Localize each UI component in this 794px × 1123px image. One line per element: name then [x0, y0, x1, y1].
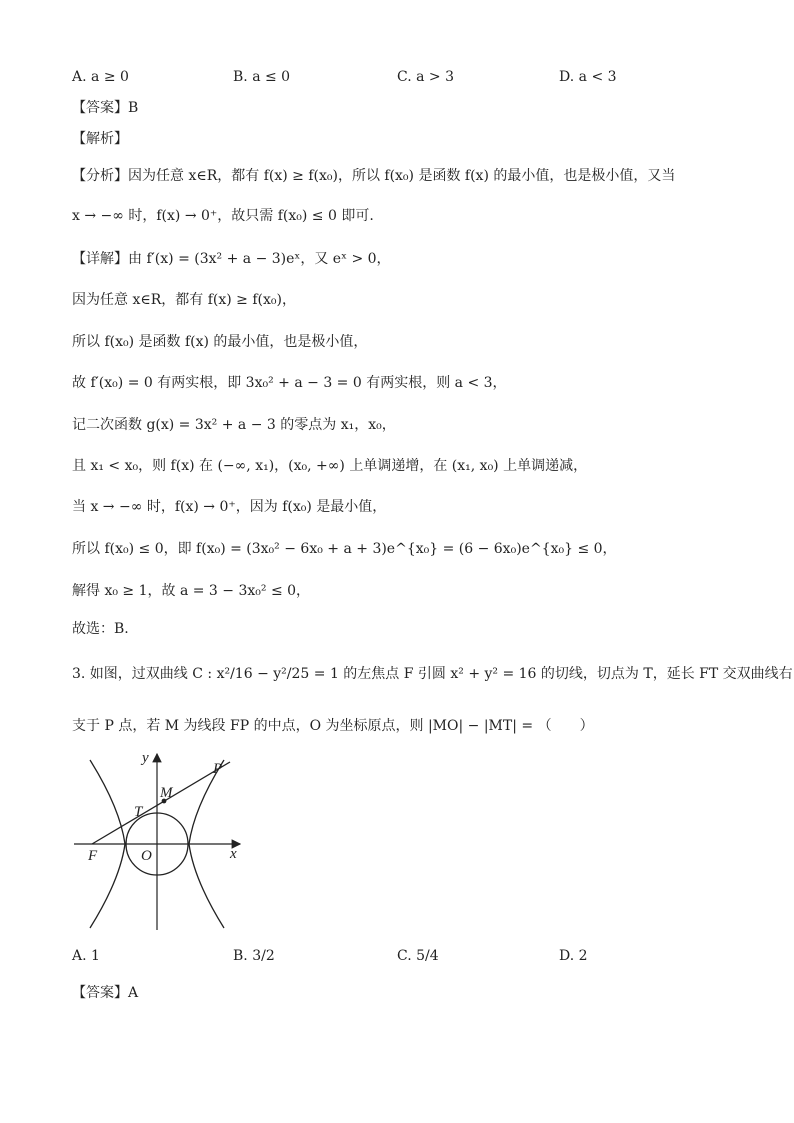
q2-line-11: 解得 x₀ ≥ 1，故 a = 3 − 3x₀² ≤ 0，: [72, 583, 311, 599]
q2-option-d: D. a < 3: [559, 69, 617, 85]
q2-line-10: 所以 f(x₀) ≤ 0，即 f(x₀) = (3x₀² − 6x₀ + a + 3)e^{x₀} = (6 − 6x₀)e^{x₀} ≤ 0，: [72, 541, 617, 557]
q3-option-b: B. 3/2: [233, 948, 275, 964]
q2-option-c: C. a > 3: [397, 69, 455, 85]
q3-option-c: C. 5/4: [397, 948, 439, 964]
label-f: F: [88, 848, 98, 864]
q2-line-5: 所以 f(x₀) 是函数 f(x) 的最小值，也是极小值，: [72, 334, 368, 350]
label-x: x: [230, 846, 237, 862]
q2-line-1: 【分析】因为任意 x∈R，都有 f(x) ≥ f(x₀)，所以 f(x₀) 是函数 f(x) 的最小值，也是极小值，又当: [72, 168, 676, 184]
q3-option-a: A. 1: [72, 948, 100, 964]
q2-line-2: x → −∞ 时，f(x) → 0⁺，故只需 f(x₀) ≤ 0 即可.: [72, 208, 374, 224]
hyperbola-figure: [70, 748, 250, 933]
q2-answer: 【答案】B: [72, 100, 139, 116]
q2-line-7: 记二次函数 g(x) = 3x² + a − 3 的零点为 x₁，x₀，: [72, 417, 396, 433]
label-m: M: [160, 785, 173, 801]
q2-line-3: 【详解】由 f′(x) = (3x² + a − 3)eˣ，又 eˣ > 0，: [72, 251, 391, 267]
q2-option-b: B. a ≤ 0: [233, 69, 291, 85]
q2-option-a: A. a ≥ 0: [72, 69, 129, 85]
q3-stem-line-1: 3. 如图，过双曲线 C : x²/16 − y²/25 = 1 的左焦点 F 引圆 x² + y² = 16 的切线，切点为 T，延长 FT 交双曲线右: [72, 666, 793, 682]
q3-answer: 【答案】A: [72, 985, 139, 1001]
q2-line-6: 故 f′(x₀) = 0 有两实根，即 3x₀² + a − 3 = 0 有两实根，则 a < 3，: [72, 375, 507, 391]
q2-analysis-label: 【解析】: [72, 131, 128, 147]
q3-stem-line-2: 支于 P 点，若 M 为线段 FP 的中点，O 为坐标原点，则 |MO| − |MT| = （ ）: [72, 718, 594, 734]
q2-line-9: 当 x → −∞ 时，f(x) → 0⁺，因为 f(x₀) 是最小值，: [72, 499, 387, 515]
q2-line-12: 故选：B.: [72, 621, 129, 637]
label-o: O: [141, 848, 152, 864]
label-p: P: [213, 761, 223, 777]
q2-line-4: 因为任意 x∈R，都有 f(x) ≥ f(x₀)，: [72, 292, 296, 308]
label-y: y: [142, 750, 149, 766]
q3-option-d: D. 2: [559, 948, 588, 964]
label-t: T: [134, 804, 143, 820]
q2-line-8: 且 x₁ < x₀，则 f(x) 在 (−∞, x₁)，(x₀, +∞) 上单调递增，在 (x₁, x₀) 上单调递减，: [72, 458, 588, 474]
